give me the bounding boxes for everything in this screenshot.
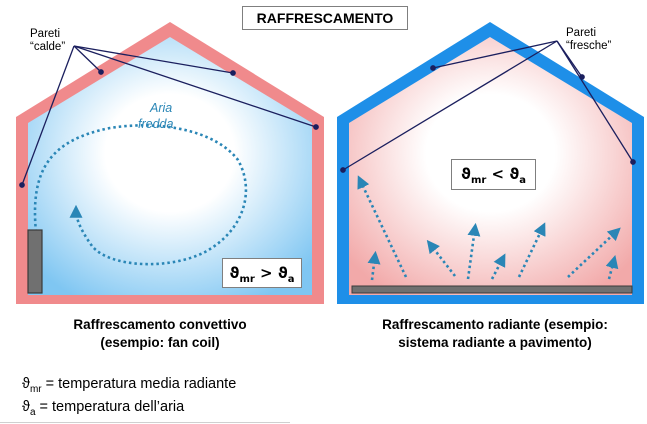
relation-operator: >	[254, 264, 278, 282]
right-caption	[345, 316, 645, 352]
left-caption-line2: (esempio: fan coil)	[100, 335, 220, 350]
theta-symbol: ϑ	[461, 165, 471, 183]
left-theta-relation	[222, 258, 302, 288]
theta-symbol: ϑ	[229, 264, 240, 282]
label-cool-walls-line1: Pareti	[566, 27, 597, 39]
theta-symbol: ϑ	[22, 376, 30, 392]
relation-operator: <	[486, 165, 510, 183]
theta-subscript-mr: mr	[239, 274, 255, 285]
label-cool-walls-line2: “fresche”	[566, 40, 612, 52]
label-warm-walls-line1: Pareti	[30, 28, 61, 40]
left-caption-line1: Raffrescamento convettivo	[73, 317, 247, 332]
theta-subscript-mr: mr	[470, 175, 487, 186]
label-cold-air-line2: fredda	[138, 117, 174, 131]
legend-subscript-mr: mr	[29, 383, 42, 395]
theta-subscript-a: a	[519, 175, 526, 186]
label-cool-walls	[566, 27, 611, 53]
legend-mean-radiant-temp	[22, 376, 236, 395]
theta-symbol: ϑ	[22, 399, 30, 415]
left-house-interior	[28, 37, 312, 295]
theta-subscript-a: a	[287, 274, 295, 285]
legend-text-mr: = temperatura media radiante	[41, 376, 237, 392]
label-cold-air-line1: Aria	[150, 101, 173, 115]
left-caption	[40, 316, 280, 352]
legend-subscript-a: a	[29, 406, 36, 418]
diagram-title: RAFFRESCAMENTO	[242, 6, 408, 30]
fan-coil-unit	[28, 230, 42, 293]
legend-text-a: = temperatura dell’aria	[35, 399, 185, 415]
legend-air-temp	[22, 399, 184, 418]
radiant-floor-panel	[352, 286, 632, 293]
right-caption-line2: sistema radiante a pavimento)	[398, 335, 592, 350]
right-caption-line1: Raffrescamento radiante (esempio:	[382, 317, 608, 332]
label-warm-walls	[30, 28, 65, 54]
theta-symbol: ϑ	[277, 264, 288, 282]
right-theta-relation	[451, 159, 536, 190]
label-warm-walls-line2: “calde”	[30, 41, 66, 53]
theta-symbol: ϑ	[509, 165, 520, 183]
legend-divider	[0, 422, 290, 423]
